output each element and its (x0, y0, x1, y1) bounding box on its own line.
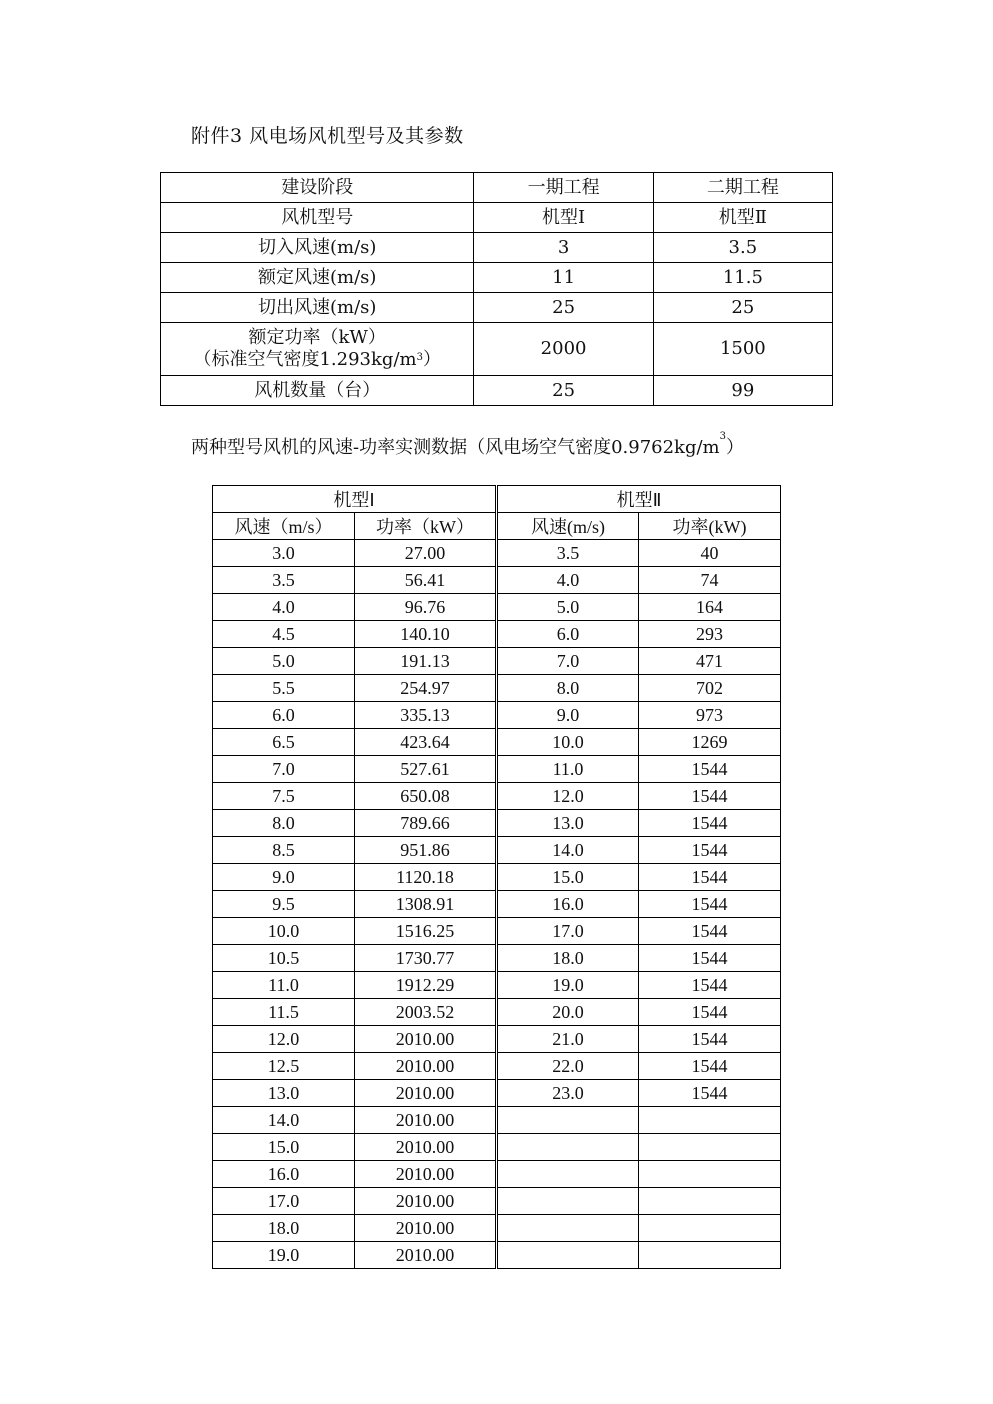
col-header-speed-2: 风速(m/s) (497, 513, 639, 540)
speed-1-cell: 4.5 (213, 621, 355, 648)
power-1-cell: 951.86 (355, 837, 497, 864)
table-row (213, 756, 781, 783)
power-2-cell: 1544 (639, 1053, 781, 1080)
table-row (213, 1026, 781, 1053)
group-header-type-1: 机型Ⅰ (213, 486, 497, 513)
table-row (161, 233, 833, 263)
speed-1-cell: 9.5 (213, 891, 355, 918)
document-heading: 附件3 风电场风机型号及其参数 (191, 125, 464, 147)
speed-1-cell: 5.5 (213, 675, 355, 702)
wind-power-data-table (212, 485, 781, 1269)
table-row (213, 783, 781, 810)
speed-1-cell: 6.5 (213, 729, 355, 756)
speed-1-cell: 3.0 (213, 540, 355, 567)
speed-1-cell: 3.5 (213, 567, 355, 594)
speed-1-cell: 9.0 (213, 864, 355, 891)
speed-2-cell: 6.0 (497, 621, 639, 648)
table-row (213, 486, 781, 513)
speed-1-cell: 14.0 (213, 1107, 355, 1134)
speed-2-cell: 16.0 (497, 891, 639, 918)
power-1-cell: 2010.00 (355, 1215, 497, 1242)
power-1-cell: 56.41 (355, 567, 497, 594)
table-row (213, 810, 781, 837)
speed-2-cell (497, 1188, 639, 1215)
speed-1-cell: 4.0 (213, 594, 355, 621)
speed-2-cell: 14.0 (497, 837, 639, 864)
row-label: 风机型号 (161, 203, 474, 233)
table-row (161, 293, 833, 323)
turbine-params-table (160, 172, 833, 406)
table-row (213, 1215, 781, 1242)
speed-2-cell: 12.0 (497, 783, 639, 810)
table-row (161, 263, 833, 293)
power-1-cell: 2010.00 (355, 1053, 497, 1080)
speed-2-cell: 19.0 (497, 972, 639, 999)
rated-power-line2: （标准空气密度$1.293kg/m^3$） (193, 349, 441, 370)
power-2-cell: 1544 (639, 945, 781, 972)
power-2-cell: 164 (639, 594, 781, 621)
table-row (213, 1242, 781, 1269)
header-phase-1: 一期工程 (474, 173, 653, 203)
col-header-power-2: 功率(kW) (639, 513, 781, 540)
table-row (213, 999, 781, 1026)
power-1-cell: 335.13 (355, 702, 497, 729)
speed-2-cell: 13.0 (497, 810, 639, 837)
power-2-cell: 40 (639, 540, 781, 567)
power-2-cell: 471 (639, 648, 781, 675)
table-row (213, 891, 781, 918)
power-2-cell (639, 1107, 781, 1134)
row-label: 切入风速(m/s) (161, 233, 474, 263)
power-2-cell (639, 1134, 781, 1161)
speed-2-cell (497, 1161, 639, 1188)
data-rows (213, 540, 781, 1269)
table-row (213, 864, 781, 891)
power-2-cell: 293 (639, 621, 781, 648)
cell: 11 (474, 263, 653, 293)
table-row (213, 594, 781, 621)
power-1-cell: 2010.00 (355, 1161, 497, 1188)
table-row (161, 173, 833, 203)
power-2-cell: 1269 (639, 729, 781, 756)
col-header-speed-1: 风速（m/s） (213, 513, 355, 540)
speed-2-cell: 3.5 (497, 540, 639, 567)
power-2-cell: 973 (639, 702, 781, 729)
power-1-cell: 650.08 (355, 783, 497, 810)
speed-1-cell: 12.5 (213, 1053, 355, 1080)
table-row (213, 1161, 781, 1188)
table-row (213, 675, 781, 702)
power-1-cell: 1912.29 (355, 972, 497, 999)
table-row (213, 567, 781, 594)
table-row (213, 1188, 781, 1215)
speed-2-cell (497, 1215, 639, 1242)
power-2-cell: 1544 (639, 837, 781, 864)
power-2-cell: 1544 (639, 999, 781, 1026)
table-row (213, 972, 781, 999)
table-row (213, 1107, 781, 1134)
table-row (213, 702, 781, 729)
power-2-cell: 74 (639, 567, 781, 594)
power-2-cell: 1544 (639, 810, 781, 837)
row-label: 风机数量（台） (161, 376, 474, 406)
row-label: 切出风速(m/s) (161, 293, 474, 323)
speed-1-cell: 10.5 (213, 945, 355, 972)
speed-2-cell: 23.0 (497, 1080, 639, 1107)
row-label-rated-power (161, 323, 474, 376)
cell: 25 (474, 376, 653, 406)
speed-1-cell: 8.0 (213, 810, 355, 837)
cell: 机型Ⅱ (653, 203, 832, 233)
speed-2-cell: 17.0 (497, 918, 639, 945)
power-1-cell: 1730.77 (355, 945, 497, 972)
table-row (213, 918, 781, 945)
table-row (213, 648, 781, 675)
cell: 99 (653, 376, 832, 406)
power-1-cell: 140.10 (355, 621, 497, 648)
speed-2-cell: 22.0 (497, 1053, 639, 1080)
table-row (213, 1134, 781, 1161)
table-row (213, 837, 781, 864)
table-row (161, 203, 833, 233)
cell: 机型Ⅰ (474, 203, 653, 233)
row-label: 额定风速(m/s) (161, 263, 474, 293)
power-2-cell: 1544 (639, 1026, 781, 1053)
power-2-cell: 1544 (639, 972, 781, 999)
power-2-cell: 1544 (639, 891, 781, 918)
power-1-cell: 1308.91 (355, 891, 497, 918)
data-caption: 两种型号风机的风速-功率实测数据（风电场空气密度$0.9762kg/m^3$） (191, 431, 744, 458)
power-1-cell: 2010.00 (355, 1107, 497, 1134)
power-1-cell: 27.00 (355, 540, 497, 567)
power-2-cell: 1544 (639, 1080, 781, 1107)
power-1-cell: 191.13 (355, 648, 497, 675)
col-header-power-1: 功率（kW） (355, 513, 497, 540)
speed-1-cell: 18.0 (213, 1215, 355, 1242)
speed-1-cell: 16.0 (213, 1161, 355, 1188)
speed-2-cell (497, 1107, 639, 1134)
power-2-cell: 1544 (639, 864, 781, 891)
speed-1-cell: 13.0 (213, 1080, 355, 1107)
cell: 3 (474, 233, 653, 263)
power-1-cell: 789.66 (355, 810, 497, 837)
table-row (213, 945, 781, 972)
header-phase-2: 二期工程 (653, 173, 832, 203)
power-1-cell: 96.76 (355, 594, 497, 621)
power-1-cell: 1516.25 (355, 918, 497, 945)
power-2-cell (639, 1188, 781, 1215)
power-2-cell: 1544 (639, 783, 781, 810)
header-stage: 建设阶段 (161, 173, 474, 203)
table-row (213, 513, 781, 540)
speed-2-cell: 8.0 (497, 675, 639, 702)
cell: 25 (474, 293, 653, 323)
speed-1-cell: 6.0 (213, 702, 355, 729)
speed-1-cell: 7.0 (213, 756, 355, 783)
rated-power-line1: 额定功率（kW） (248, 327, 386, 348)
power-1-cell: 254.97 (355, 675, 497, 702)
speed-1-cell: 19.0 (213, 1242, 355, 1269)
speed-1-cell: 11.0 (213, 972, 355, 999)
table-row (161, 376, 833, 406)
speed-2-cell: 20.0 (497, 999, 639, 1026)
power-2-cell (639, 1215, 781, 1242)
power-2-cell (639, 1161, 781, 1188)
table-row (161, 323, 833, 376)
power-1-cell: 2010.00 (355, 1080, 497, 1107)
speed-2-cell: 5.0 (497, 594, 639, 621)
speed-2-cell: 9.0 (497, 702, 639, 729)
speed-2-cell: 21.0 (497, 1026, 639, 1053)
speed-2-cell: 11.0 (497, 756, 639, 783)
power-2-cell (639, 1242, 781, 1269)
power-2-cell: 1544 (639, 756, 781, 783)
power-1-cell: 1120.18 (355, 864, 497, 891)
power-1-cell: 423.64 (355, 729, 497, 756)
power-2-cell: 1544 (639, 918, 781, 945)
speed-2-cell (497, 1134, 639, 1161)
cell: 2000 (474, 323, 653, 376)
speed-1-cell: 8.5 (213, 837, 355, 864)
table-row (213, 621, 781, 648)
speed-1-cell: 10.0 (213, 918, 355, 945)
speed-1-cell: 17.0 (213, 1188, 355, 1215)
speed-1-cell: 5.0 (213, 648, 355, 675)
group-header-type-2: 机型Ⅱ (497, 486, 781, 513)
power-1-cell: 2010.00 (355, 1134, 497, 1161)
cell: 25 (653, 293, 832, 323)
speed-1-cell: 11.5 (213, 999, 355, 1026)
table-row (213, 1080, 781, 1107)
speed-2-cell (497, 1242, 639, 1269)
cell: 11.5 (653, 263, 832, 293)
speed-2-cell: 7.0 (497, 648, 639, 675)
table-row (213, 540, 781, 567)
power-1-cell: 2010.00 (355, 1026, 497, 1053)
power-1-cell: 2010.00 (355, 1188, 497, 1215)
speed-2-cell: 10.0 (497, 729, 639, 756)
cell: 3.5 (653, 233, 832, 263)
speed-2-cell: 18.0 (497, 945, 639, 972)
speed-1-cell: 12.0 (213, 1026, 355, 1053)
table-row (213, 729, 781, 756)
power-1-cell: 527.61 (355, 756, 497, 783)
cell: 1500 (653, 323, 832, 376)
power-2-cell: 702 (639, 675, 781, 702)
table-row (213, 1053, 781, 1080)
power-1-cell: 2010.00 (355, 1242, 497, 1269)
speed-1-cell: 15.0 (213, 1134, 355, 1161)
power-1-cell: 2003.52 (355, 999, 497, 1026)
speed-1-cell: 7.5 (213, 783, 355, 810)
speed-2-cell: 4.0 (497, 567, 639, 594)
speed-2-cell: 15.0 (497, 864, 639, 891)
